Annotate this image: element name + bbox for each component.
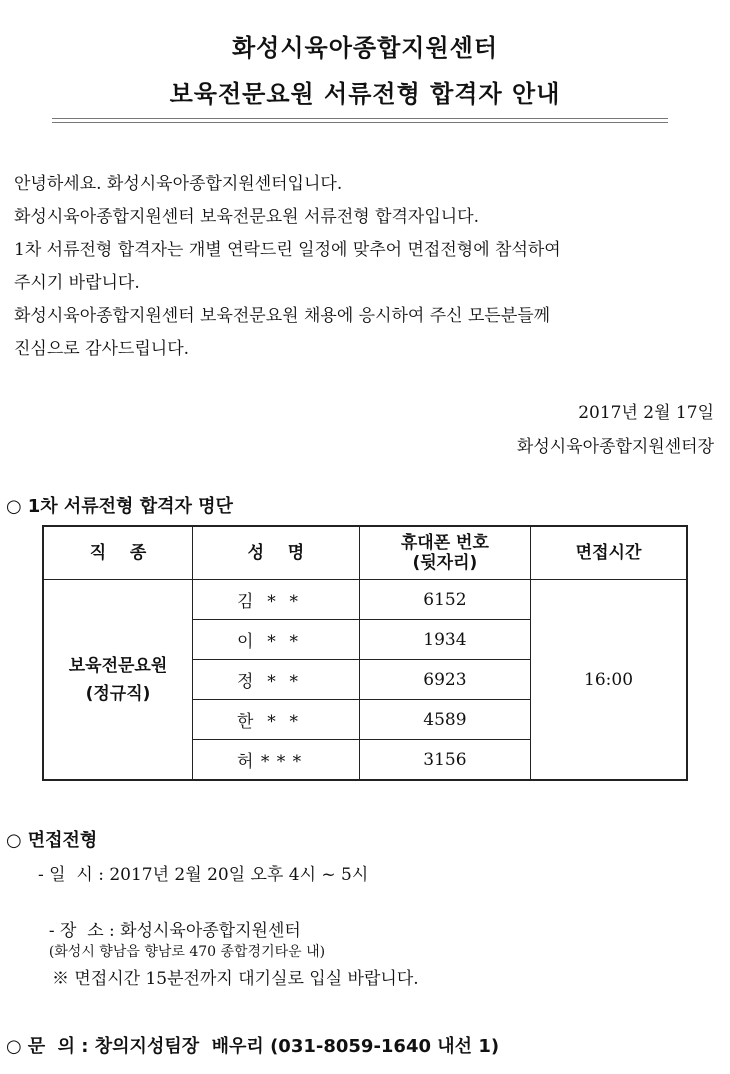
interview-section-heading: [6, 826, 97, 852]
interview-note: ※ 면접시간 15분전까지 대기실로 입실 바랍니다.: [52, 969, 419, 989]
contact-value: 창의지성팀장 배우리 (031-8059-1640 내선 1): [94, 1036, 500, 1057]
notice-date: 2017년 2월 17일: [578, 403, 714, 423]
title-divider-top: [52, 118, 668, 119]
table-row: [43, 580, 687, 620]
intro-line-4: 주시기 바랍니다.: [14, 273, 140, 293]
circle-bullet-icon: ○: [6, 1036, 22, 1057]
intro-line-1: 안녕하세요. 화성시육아종합지원센터입니다.: [14, 174, 343, 194]
circle-bullet-icon: ○: [6, 830, 22, 851]
applicant-phone: 4589: [359, 700, 530, 740]
column-header-phone-line2: (뒷자리): [412, 553, 478, 573]
job-title: 보육전문요원: [68, 655, 168, 676]
contact-section: [6, 1032, 499, 1058]
contact-label: 문 의 :: [27, 1036, 89, 1057]
document-title: 화성시육아종합지원센터: [231, 34, 499, 62]
interview-place: - 장 소 : 화성시육아종합지원센터: [48, 921, 301, 941]
issuer-name: 화성시육아종합지원센터장: [516, 437, 714, 457]
applicant-phone: 6152: [359, 580, 530, 620]
applicant-phone: 3156: [359, 740, 530, 781]
interview-schedule: - 일 시 : 2017년 2월 20일 오후 4시 ~ 5시: [38, 865, 369, 885]
job-type: (정규직): [85, 683, 151, 704]
interview-place-line: [38, 896, 325, 961]
applicant-table: [42, 525, 688, 781]
roster-heading-text: 1차 서류전형 합격자 명단: [27, 496, 233, 517]
roster-section-heading: [6, 492, 233, 518]
intro-line-5: 화성시육아종합지원센터 보육전문요원 채용에 응시하여 주신 모든분들께: [14, 306, 551, 326]
column-header-name: 성 명: [193, 526, 360, 580]
applicant-phone: 6923: [359, 660, 530, 700]
column-header-phone: [359, 526, 530, 580]
interview-place-detail: (화성시 향남읍 향남로 470 종합경기타운 내): [48, 944, 326, 960]
interview-time-cell: 16:00: [531, 580, 687, 781]
column-header-time: 면접시간: [531, 526, 687, 580]
table-header-row: [43, 526, 687, 580]
applicant-name: 한 * *: [193, 700, 360, 740]
intro-line-2: 화성시육아종합지원센터 보육전문요원 서류전형 합격자입니다.: [14, 207, 480, 227]
interview-heading-text: 면접전형: [27, 830, 98, 851]
applicant-name: 김 * *: [193, 580, 360, 620]
circle-bullet-icon: ○: [6, 496, 22, 517]
column-header-phone-line1: 휴대폰 번호: [400, 533, 489, 553]
document-subtitle: 보육전문요원 서류전형 합격자 안내: [169, 80, 561, 108]
column-header-job: 직 종: [43, 526, 193, 580]
job-cell: [43, 580, 193, 781]
applicant-name: 정 * *: [193, 660, 360, 700]
applicant-name: 허 * * *: [193, 740, 360, 781]
applicant-name: 이 * *: [193, 620, 360, 660]
intro-line-6: 진심으로 감사드립니다.: [14, 339, 190, 359]
applicant-phone: 1934: [359, 620, 530, 660]
title-divider-bottom: [52, 122, 668, 123]
intro-line-3: 1차 서류전형 합격자는 개별 연락드린 일정에 맞추어 면접전형에 참석하여: [14, 240, 561, 260]
